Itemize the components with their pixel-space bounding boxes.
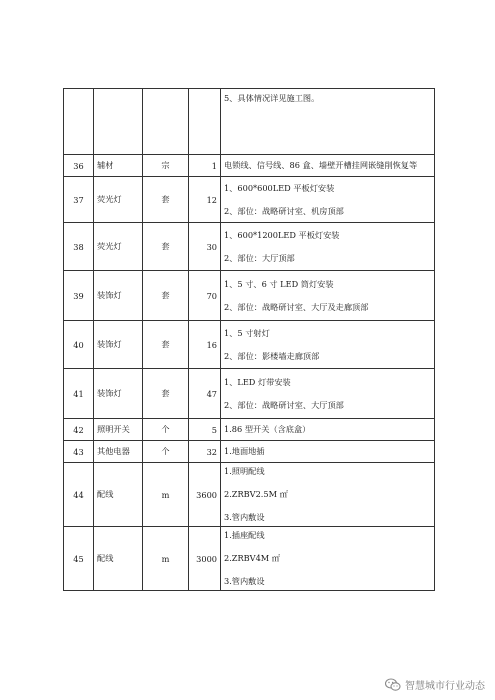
item-name: 配线 [94,527,143,591]
item-unit [143,89,189,155]
item-description [221,441,435,463]
description-line: 3.管内敷设 [224,512,265,522]
description-line: 2、部位：影楼墙走廊顶部 [224,350,320,361]
item-quantity: 30 [189,223,221,271]
description-line: 2、部位：大厅顶部 [224,252,295,263]
item-unit: 套 [143,177,189,223]
item-description [221,419,435,441]
row-number: 41 [64,369,94,419]
item-name: 配线 [94,463,143,527]
item-description [221,271,435,321]
table-row [64,441,435,463]
table-row [64,177,435,223]
watermark-text: 智慧城市行业动态 [405,681,485,692]
item-name: 荧光灯 [94,223,143,271]
row-number: 40 [64,321,94,369]
watermark [385,677,485,692]
item-name: 装饰灯 [94,271,143,321]
item-description [221,223,435,271]
item-unit: 宗 [143,155,189,177]
description-line: 2、部位：战略研讨室、大厅及走廊顶部 [224,301,369,312]
item-description [221,155,435,177]
row-number: 36 [64,155,94,177]
item-unit: m [143,527,189,591]
table-row [64,223,435,271]
item-quantity: 3600 [189,463,221,527]
item-quantity: 16 [189,321,221,369]
table-row [64,155,435,177]
description-line: 1、5 寸射灯 [224,327,270,338]
row-number: 39 [64,271,94,321]
item-name: 其他电器 [94,441,143,463]
item-unit: 个 [143,419,189,441]
item-unit: m [143,463,189,527]
description-line: 2.ZRBV2.5M ㎡ [224,489,288,499]
item-quantity: 12 [189,177,221,223]
item-name: 荧光灯 [94,177,143,223]
item-name: 辅材 [94,155,143,177]
description-line: 2.ZRBV4M ㎡ [224,553,280,563]
item-quantity: 5 [189,419,221,441]
item-unit: 套 [143,321,189,369]
table-row [64,89,435,155]
description-line: 5、具体情况详见施工图。 [224,93,320,103]
item-quantity: 3000 [189,527,221,591]
spec-table [63,88,435,591]
item-name: 装饰灯 [94,369,143,419]
item-quantity: 1 [189,155,221,177]
item-description [221,463,435,527]
description-line: 1.照明配线 [224,466,265,476]
description-line: 1、5 寸、6 寸 LED 筒灯安装 [224,278,334,289]
description-line: 3.管内敷设 [224,576,265,586]
wechat-icon [385,678,401,692]
item-name: 装饰灯 [94,321,143,369]
description-line: 1.地面地插 [224,446,265,456]
table-row [64,527,435,591]
description-line: 2、部位：战略研讨室、大厅顶部 [224,399,344,410]
table-row [64,321,435,369]
item-name: 照明开关 [94,419,143,441]
table-row [64,419,435,441]
item-description [221,527,435,591]
description-line: 1、600*600LED 平板灯安装 [224,182,335,193]
item-quantity [189,89,221,155]
item-description [221,321,435,369]
description-line: 1、600*1200LED 平板灯安装 [224,229,340,240]
item-unit: 套 [143,223,189,271]
item-unit: 个 [143,441,189,463]
item-unit: 套 [143,369,189,419]
description-line: 1.86 型开关（含底盒） [224,424,311,434]
row-number: 37 [64,177,94,223]
description-line: 电锁线、信号线、86 盒、墙壁开槽挂网嵌缝削恢复等 [224,160,418,170]
row-number: 43 [64,441,94,463]
row-number: 45 [64,527,94,591]
table-row [64,463,435,527]
item-quantity: 70 [189,271,221,321]
description-line: 1.插座配线 [224,530,265,540]
item-unit: 套 [143,271,189,321]
row-number: 42 [64,419,94,441]
table-row [64,271,435,321]
item-description [221,177,435,223]
description-line: 2、部位：战略研讨室、机房顶部 [224,205,344,216]
row-number: 38 [64,223,94,271]
item-quantity: 32 [189,441,221,463]
item-name [94,89,143,155]
row-number [64,89,94,155]
row-number: 44 [64,463,94,527]
item-description [221,369,435,419]
table-row [64,369,435,419]
description-line: 1、LED 灯带安装 [224,376,291,387]
item-description [221,89,435,155]
item-quantity: 47 [189,369,221,419]
